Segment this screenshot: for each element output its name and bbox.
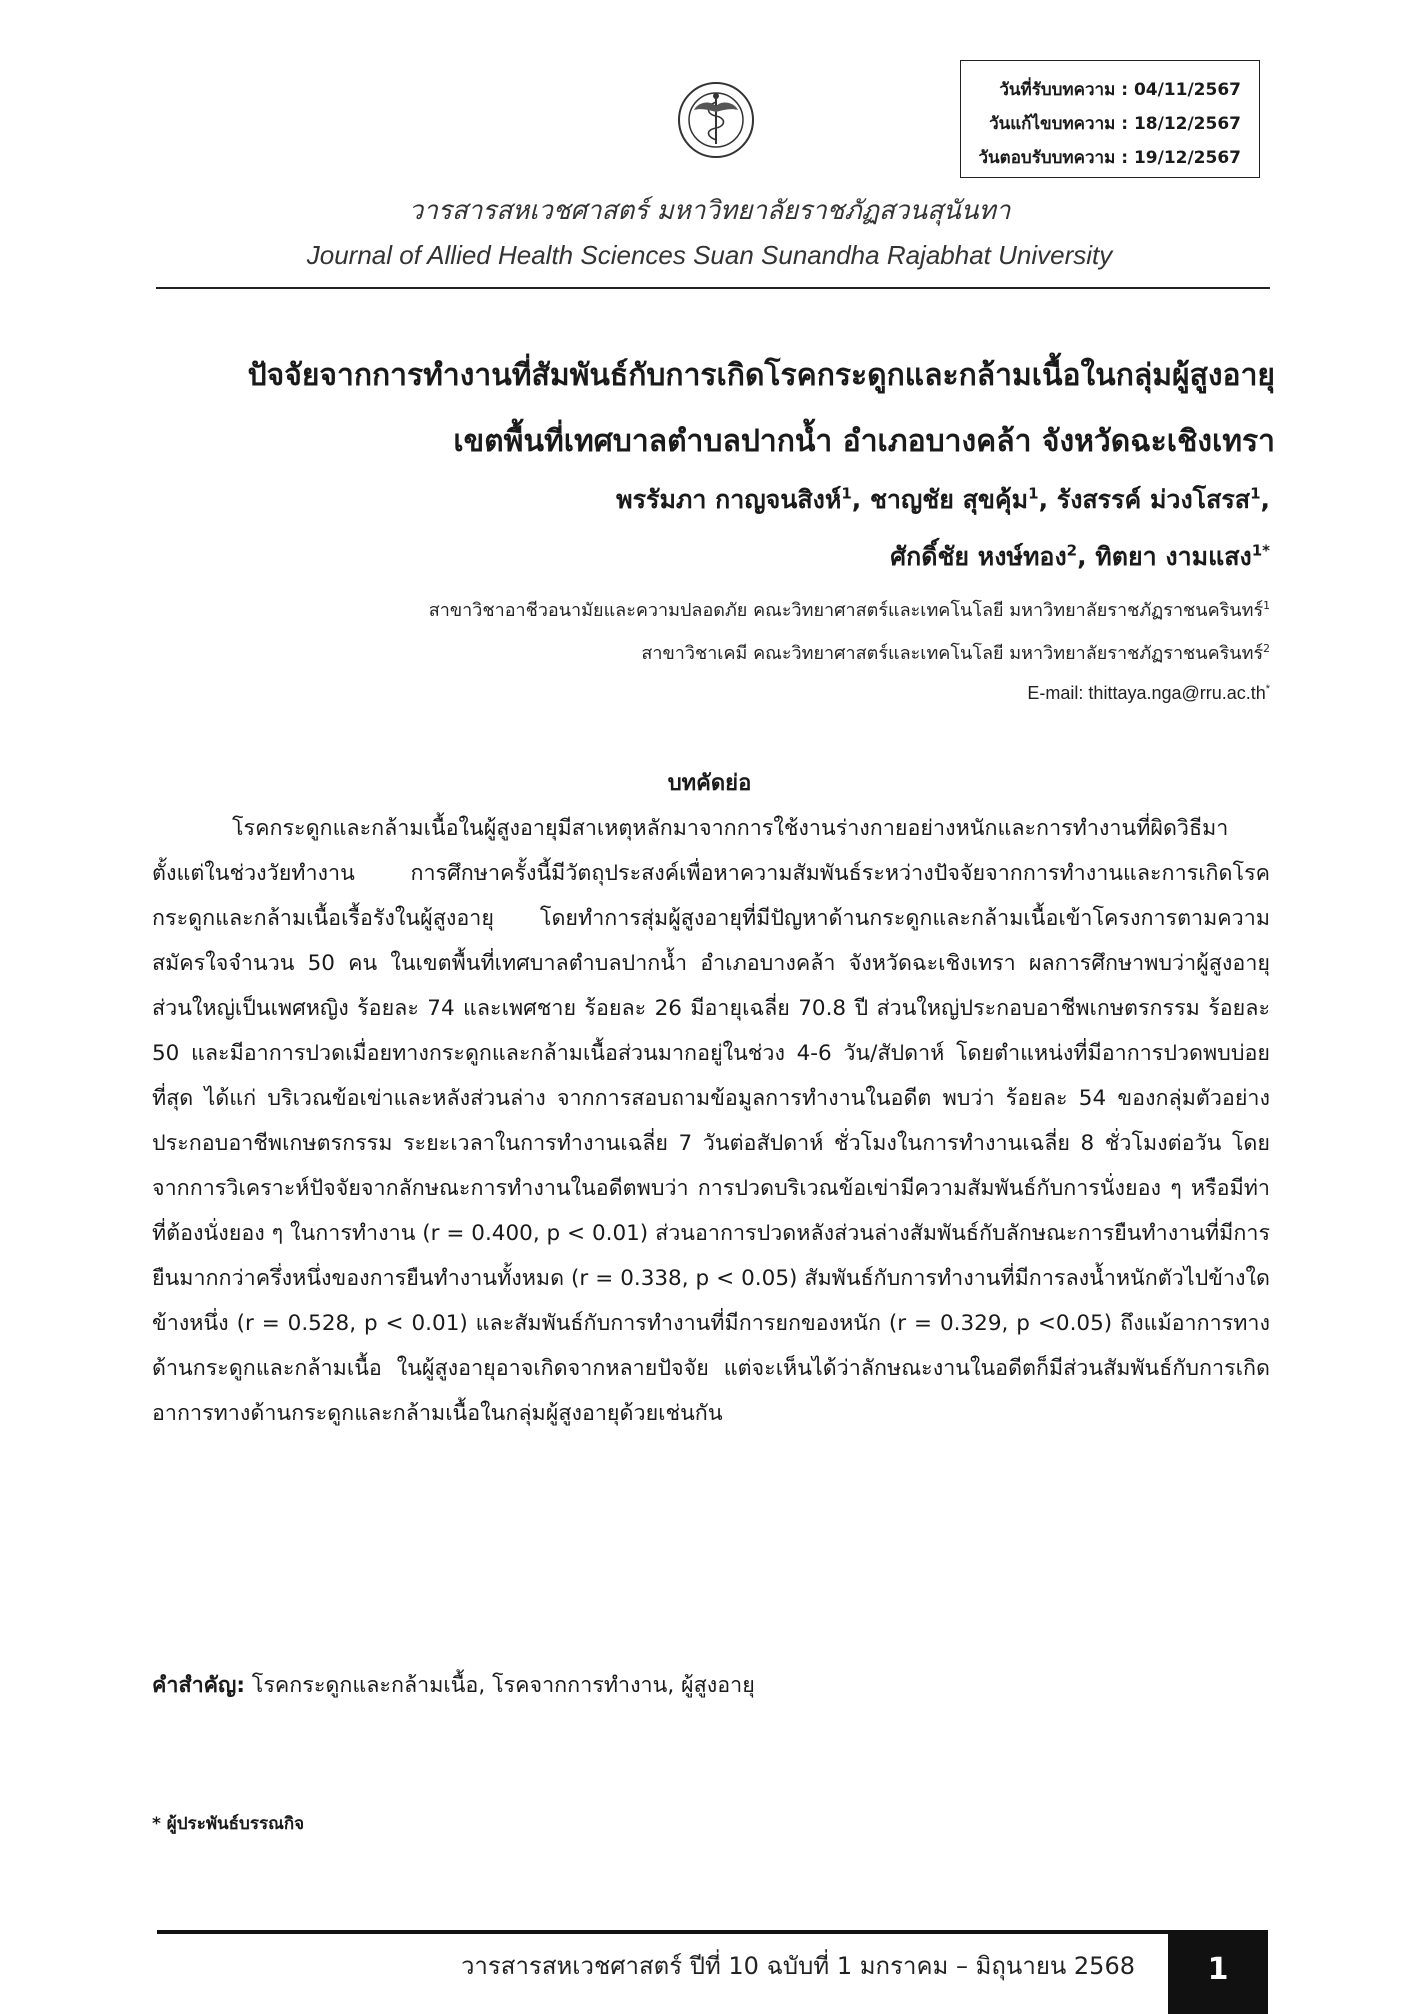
article-title-line-2: เขตพื้นที่เทศบาลตำบลปากน้ำ อำเภอบางคล้า จังหวัดฉะเชิงเทรา [453,424,1275,459]
keywords-value: โรคกระดูกและกล้ามเนื้อ, โรคจากการทำงาน, ผู้สูงอายุ [251,1673,755,1698]
abstract-body: โรคกระดูกและกล้ามเนื้อในผู้สูงอายุมีสาเหตุหลักมาจากการใช้งานร่างกายอย่างหนักและการทำงานที่ผิดวิธีมาตั้งแต่ในช่วงวัยทำงาน การศึกษาครั้งนี้มีวัตถุประสงค์เพื่อหาความสัมพันธ์ระหว่างปัจจัยจากการทำงานและการเกิดโรคกระดูกและกล้ามเนื้อเรื้อรังในผู้สูงอายุ โดยทำการสุ่มผู้สูงอายุที่มีปัญหาด้านกระดูกและกล้ามเนื้อเข้าโครงการตามความสมัครใจจำนวน 50 คน ในเขตพื้นที่เทศบาลตำบลปากน้ำ อำเภอบางคล้า จังหวัดฉะเชิงเทรา ผลการศึกษาพบว่าผู้สูงอายุส่วนใหญ่เป็นเพศหญิง ร้อยละ 74 และเพศชาย ร้อยละ 26 มีอายุเฉลี่ย 70.8 ปี ส่วนใหญ่ประกอบอาชีพเกษตรกรรม ร้อยละ 50 และมีอาการปวดเมื่อยทางกระดูกและกล้ามเนื้อส่วนมากอยู่ในช่วง 4-6 วัน/สัปดาห์ โดยตำแหน่งที่มีอาการปวดพบบ่อยที่สุด ได้แก่ บริเวณข้อเข่าและหลังส่วนล่าง จากการสอบถามข้อมูลการทำงานในอดีต พบว่า ร้อยละ 54 ของกลุ่มตัวอย่างประกอบอาชีพเกษตรกรรม ระยะเวลาในการทำงานเฉลี่ย 7 วันต่อสัปดาห์ ชั่วโมงในการทำงานเฉลี่ย 8 ชั่วโมงต่อวัน โดยจากการวิเคราะห์ปัจจัยจากลักษณะการทำงานในอดีตพบว่า การปวดบริเวณข้อเข่ามีความสัมพันธ์กับการนั่งยอง ๆ หรือมีท่าที่ต้องนั่งยอง ๆ ในการทำงาน (r = 0.400, p < 0.01) ส่วนอาการปวดหลังส่วนล่างสัมพันธ์กับลักษณะการยืนทำงานที่มีการยืนมากกว่าครึ่งหนึ่งของการยืนทำงานทั้งหมด (r = 0.338, p < 0.05) สัมพันธ์กับการทำงานที่มีการลงน้ำหนักตัวไปข้างใดข้างหนึ่ง (r = 0.528, p < 0.01) และสัมพันธ์กับการทำงานที่มีการยกของหนัก (r = 0.329, p <0.05) ถึงแม้อาการทางด้านกระดูกและกล้ามเนื้อ ในผู้สูงอายุอาจเกิดจากหลายปัจจัย แต่จะเห็นได้ว่าลักษณะงานในอดีตก็มีส่วนสัมพันธ์กับการเกิดอาการทางด้านกระดูกและกล้ามเนื้อในกลุ่มผู้สูงอายุด้วยเช่นกัน [152,816,1270,1426]
author-affiliation-mark: 1* [1251,541,1270,560]
author-name: ศักดิ์ชัย หงษ์ทอง [890,542,1067,571]
email-text: E-mail: thittaya.nga@rru.ac.th [1027,683,1266,703]
keywords-label: คำสำคัญ: [152,1673,245,1698]
author-list-line-2: ศักดิ์ชัย หงษ์ทอง$^2$, ทิตยา งามแสง$^{1*}$ [890,541,1270,571]
author-name: พรรัมภา กาญจนสิงห์ [616,485,842,514]
affiliation-1 [150,595,1270,624]
header-divider [156,287,1270,289]
article-title-line-1: ปัจจัยจากการทำงานที่สัมพันธ์กับการเกิดโรคกระดูกและกล้ามเนื้อในกลุ่มผู้สูงอายุ [247,358,1275,393]
revised-date: วันแก้ไขบทความ : 18/12/2567 [989,114,1241,134]
author-list-line-1: พรรัมภา กาญจนสิงห์$^1$, ชาญชัย สุขคุ้ม$^1$, รังสรรค์ ม่วงโสรส$^1$, [616,484,1270,514]
footer-journal-info: วารสารสหเวชศาสตร์ ปีที่ 10 ฉบับที่ 1 มกราคม – มิถุนายน 2568 [460,1952,1135,1980]
abstract-heading: บทคัดย่อ [667,771,752,796]
author-name: ชาญชัย สุขคุ้ม [869,485,1029,514]
journal-name-english: Journal of Allied Health Sciences Suan Sunandha Rajabhat University [306,240,1113,270]
author-affiliation-mark: 1 [1250,484,1261,503]
author-affiliation-mark: 1 [841,484,852,503]
author-affiliation-mark: 2 [1066,541,1078,560]
corresponding-email [150,683,1270,704]
affiliation-2 [150,638,1270,667]
email-mark: * [1265,683,1270,695]
university-seal-logo [676,80,756,160]
author-name: รังสรรค์ ม่วงโสรส [1056,485,1251,514]
affiliation-text: สาขาวิชาเคมี คณะวิทยาศาสตร์และเทคโนโลยี มหาวิทยาลัยราชภัฏราชนครินทร์ [641,643,1264,664]
footer-divider [157,1930,1267,1934]
accepted-date: วันตอบรับบทความ : 19/12/2567 [978,148,1241,168]
received-date: วันที่รับบทความ : 04/11/2567 [999,80,1241,100]
page-number: 1 [1168,1930,1268,2014]
affiliation-mark: 2 [1263,642,1270,655]
article-dates-box [960,60,1260,178]
journal-name-thai: วารสารสหเวชศาสตร์ มหาวิทยาลัยราชภัฏสวนสุนันทา [408,196,1011,226]
corresponding-author-footnote: * ผู้ประพันธ์บรรณกิจ [152,1814,305,1834]
affiliation-mark: 1 [1263,599,1270,612]
author-affiliation-mark: 1 [1028,484,1039,503]
keywords [152,1668,755,1702]
author-name: ทิตยา งามแสง [1095,542,1252,571]
affiliation-text: สาขาวิชาอาชีวอนามัยและความปลอดภัย คณะวิทยาศาสตร์และเทคโนโลยี มหาวิทยาลัยราชภัฏราชนครินทร์ [428,600,1264,621]
